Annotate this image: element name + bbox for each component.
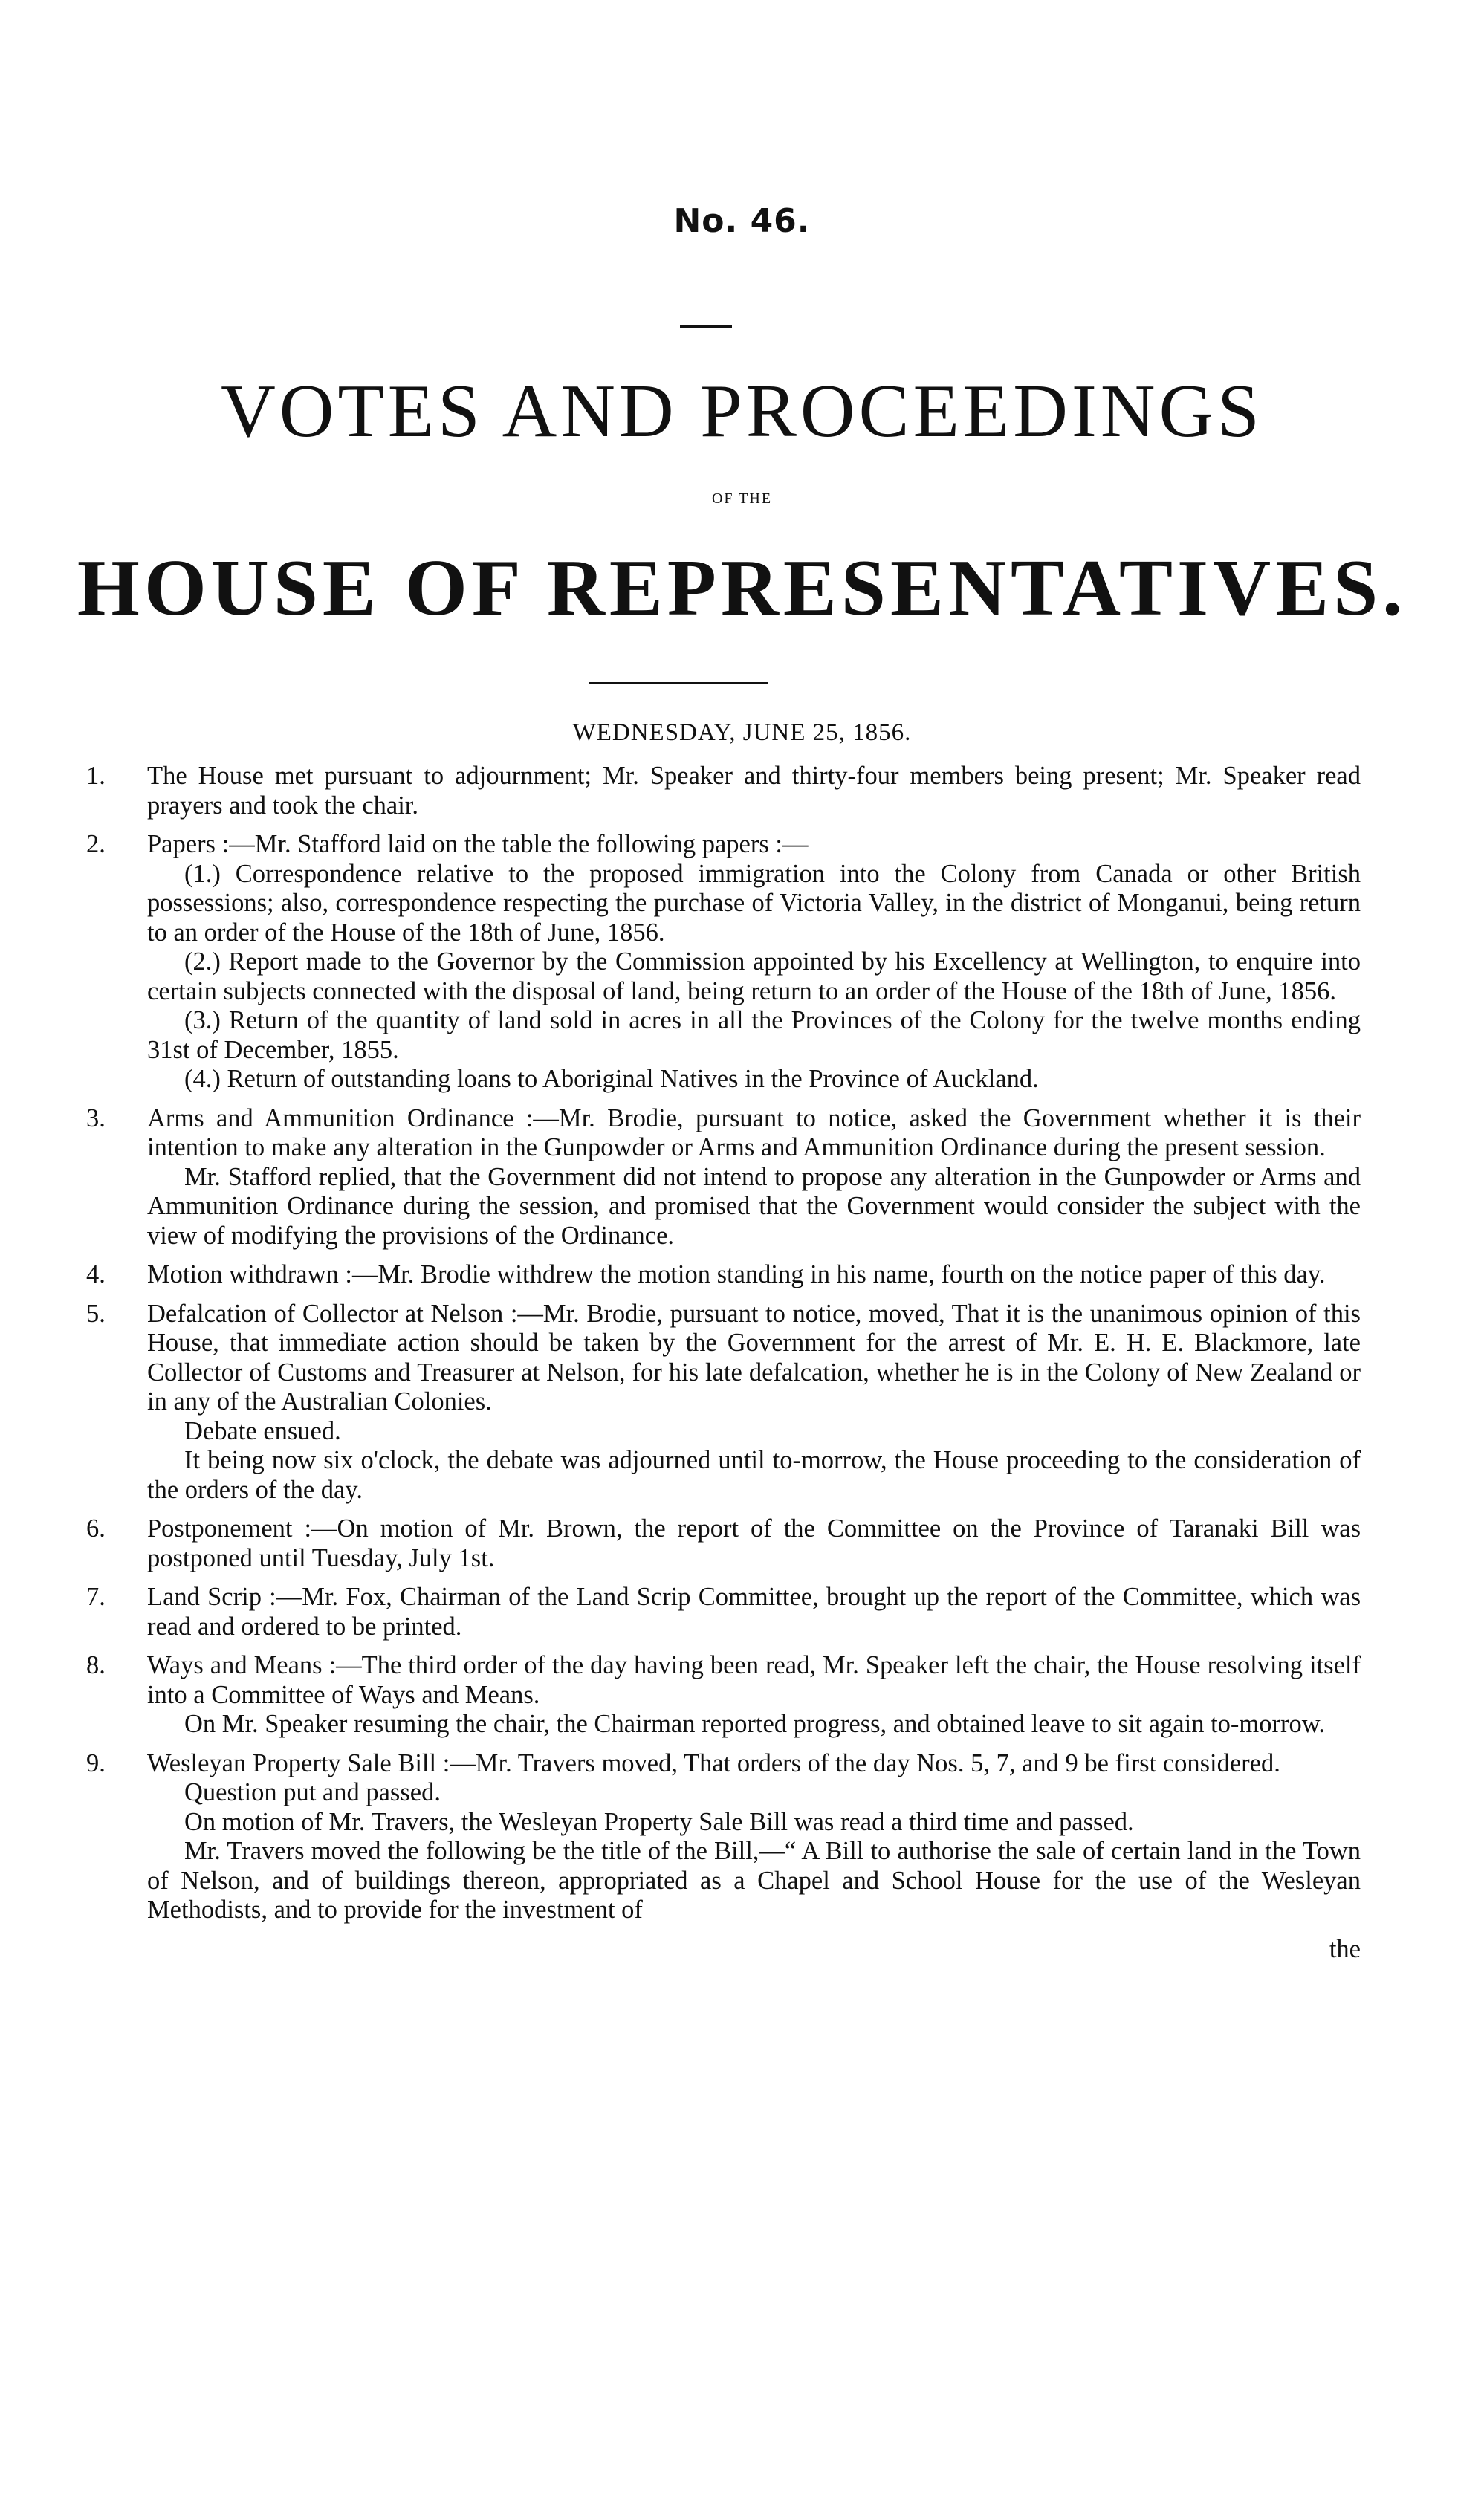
proceeding-item (86, 1749, 1361, 1925)
item-number: 7. (86, 1583, 106, 1611)
proceeding-item (86, 1104, 1361, 1251)
item-paragraph: (4.) Return of outstanding loans to Aboriginal Natives in the Province of Auckland. (184, 1065, 1039, 1093)
item-paragraph: It being now six o'clock, the debate was adjourned until to-morrow, the House proceeding to the consideration of the orders of the day. (147, 1446, 1361, 1504)
item-number: 3. (86, 1103, 106, 1132)
item-lead-text: The House met pursuant to adjournment; Mr. Speaker and thirty-four members being present; Mr. Speaker read prayers and took the chair. (147, 762, 1361, 820)
proceeding-item (86, 1651, 1361, 1740)
item-paragraph: On motion of Mr. Travers, the Wesleyan Property Sale Bill was read a third time and passed. (184, 1807, 1134, 1836)
title-rule (589, 682, 768, 684)
item-paragraph: (2.) Report made to the Governor by the Commission appointed by his Excellency at Wellington, to enquire into certain subjects connected with the disposal of land, being return to an order of the House of the 18th of June, 1856. (147, 947, 1361, 1005)
short-rule (680, 325, 732, 328)
proceeding-item (86, 762, 1361, 820)
item-number: 2. (86, 830, 106, 858)
item-paragraph: (1.) Correspondence relative to the proposed immigration into the Colony from Canada or other British possessions; also, correspondence respecting the purchase of Victoria Valley, in the district of Monganui, being return to an order of the House of the 18th of June, 1856. (147, 859, 1361, 947)
item-paragraph: Debate ensued. (184, 1416, 341, 1445)
document-number: No. 46. (673, 202, 811, 240)
item-number: 9. (86, 1748, 106, 1777)
proceeding-item (86, 1260, 1361, 1290)
item-number: 8. (86, 1651, 106, 1679)
item-number: 4. (86, 1260, 106, 1288)
item-lead-text: Motion withdrawn :—Mr. Brodie withdrew the motion standing in his name, fourth on the notice paper of this day. (147, 1260, 1326, 1288)
session-date: WEDNESDAY, JUNE 25, 1856. (572, 719, 912, 746)
title-votes-and-proceedings: VOTES AND PROCEEDINGS (221, 369, 1263, 453)
proceeding-item (86, 830, 1361, 1095)
item-lead-text: Arms and Ammunition Ordinance :—Mr. Brodie, pursuant to notice, asked the Government whether it is their intention to make any alteration in the Gunpowder or Arms and Ammunition Ordinance during the present session. (147, 1103, 1361, 1161)
item-lead-text: Papers :—Mr. Stafford laid on the table the following papers :— (147, 830, 809, 858)
proceeding-item (86, 1583, 1361, 1641)
item-lead-text: Land Scrip :—Mr. Fox, Chairman of the Land Scrip Committee, brought up the report of the Committee, which was read and ordered to be printed. (147, 1583, 1361, 1641)
item-lead-text: Wesleyan Property Sale Bill :—Mr. Travers moved, That orders of the day Nos. 5, 7, and 9 be first considered. (147, 1748, 1280, 1777)
item-paragraph: (3.) Return of the quantity of land sold in acres in all the Provinces of the Colony for the twelve months ending 31st of December, 1855. (147, 1006, 1361, 1064)
item-number: 6. (86, 1514, 106, 1543)
item-lead-text: Ways and Means :—The third order of the day having been read, Mr. Speaker left the chair, the House resolving itself into a Committee of Ways and Means. (147, 1651, 1361, 1709)
item-lead-text: Defalcation of Collector at Nelson :—Mr. Brodie, pursuant to notice, moved, That it is the unanimous opinion of this House, that immediate action should be taken by the Government for the arrest of Mr. E. H. E. Blackmore, late Collector of Customs and Treasurer at Nelson, for his late defalcation, whether he is in the Colony of New Zealand or in any of the Australian Colonies. (147, 1299, 1361, 1416)
title-house-of-representatives: HOUSE OF REPRESENTATIVES. (77, 544, 1407, 632)
proceeding-item (86, 1514, 1361, 1573)
item-paragraph: Mr. Travers moved the following be the title of the Bill,—“ A Bill to authorise the sale of certain land in the Town of Nelson, and of buildings thereon, appropriated as a Chapel and School House for the use of the Wesleyan Methodists, and to provide for the investment of (147, 1837, 1361, 1924)
title-of-the: OF THE (711, 490, 773, 507)
item-number: 1. (86, 762, 106, 790)
item-paragraph: Mr. Stafford replied, that the Government did not intend to propose any alteration in the Gunpowder or Arms and Ammunition Ordinance during the session, and promised that the Government would consider the subject with the view of modifying the provisions of the Ordinance. (147, 1162, 1361, 1250)
proceedings-list (86, 762, 1361, 1964)
catchword: the (1329, 1934, 1361, 1963)
item-paragraph: On Mr. Speaker resuming the chair, the Chairman reported progress, and obtained leave to sit again to-morrow. (184, 1710, 1326, 1738)
item-paragraph: Question put and passed. (184, 1778, 441, 1806)
item-lead-text: Postponement :—On motion of Mr. Brown, the report of the Committee on the Province of Taranaki Bill was postponed until Tuesday, July 1st. (147, 1514, 1361, 1572)
item-number: 5. (86, 1299, 106, 1328)
proceeding-item (86, 1300, 1361, 1505)
